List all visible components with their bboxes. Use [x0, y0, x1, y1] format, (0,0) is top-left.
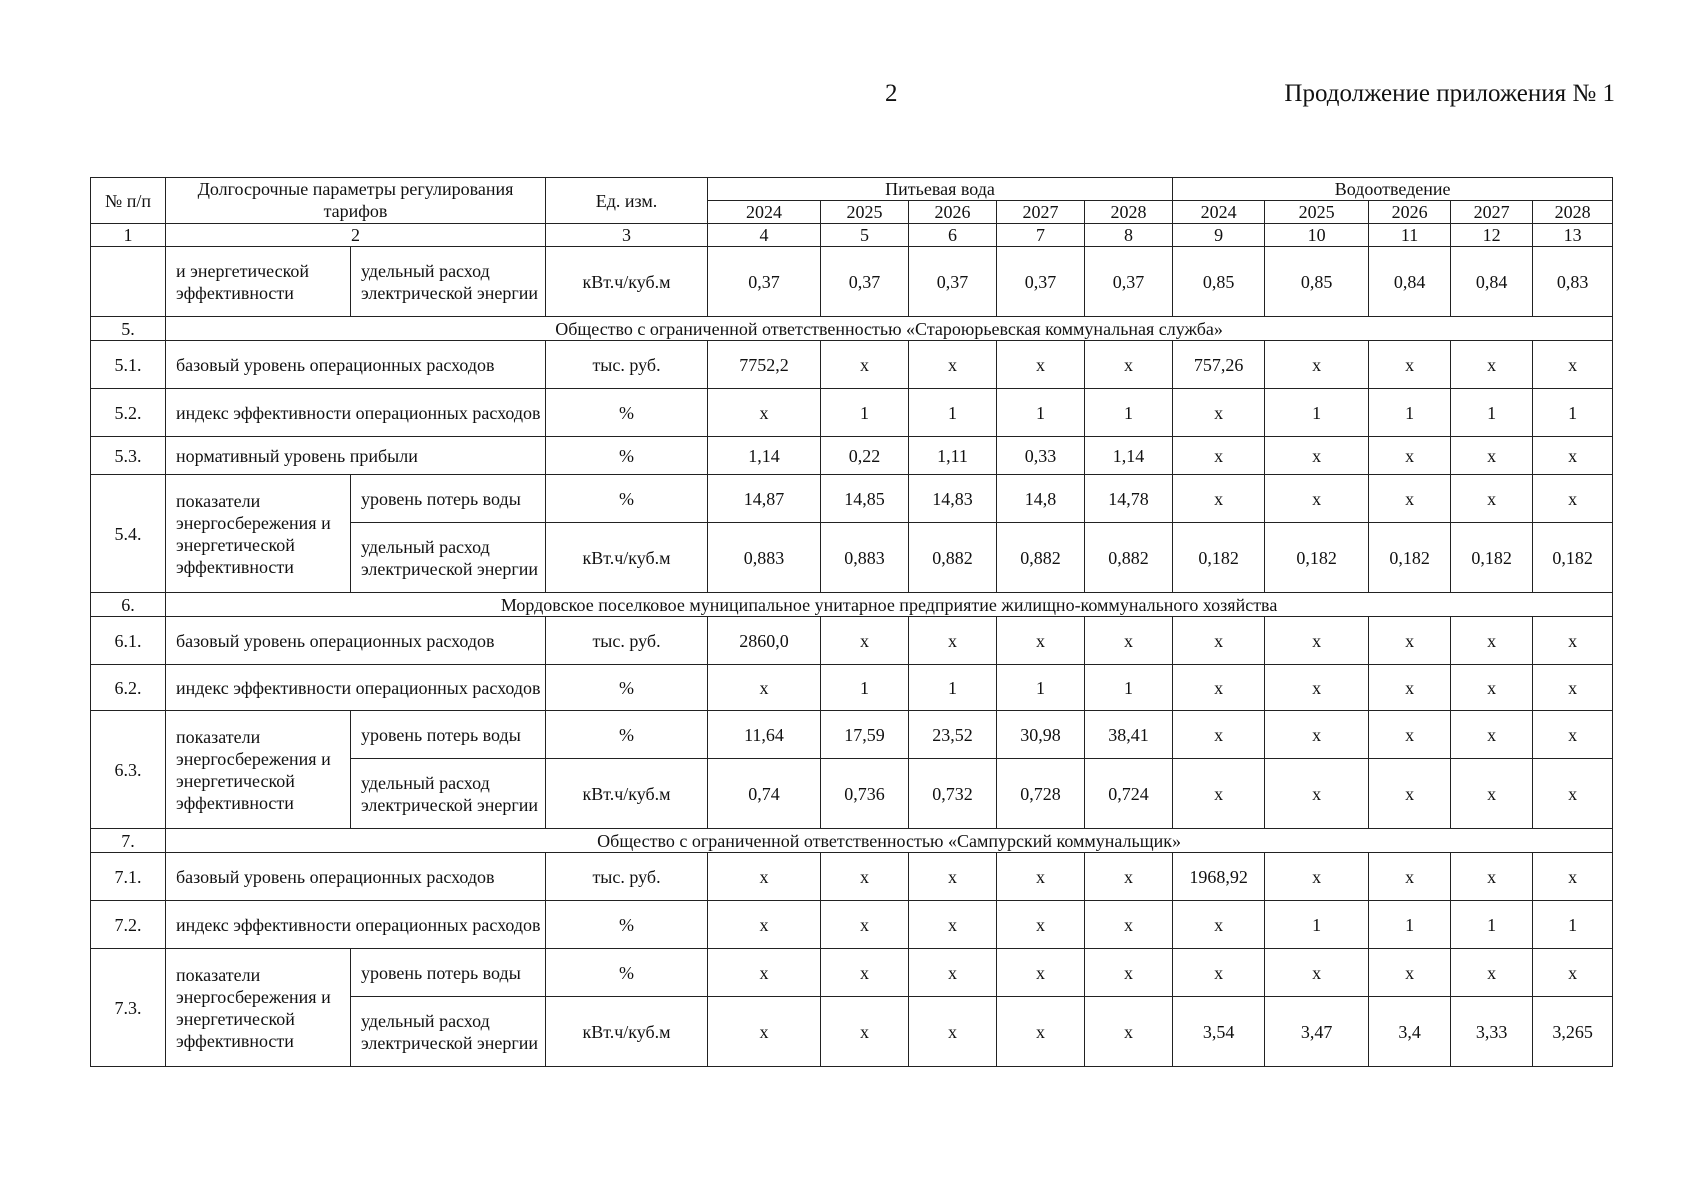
value-cell: 1: [1451, 901, 1533, 949]
value-cell: 0,37: [1085, 247, 1173, 317]
value-cell: 14,87: [708, 475, 821, 523]
col-number: 7: [997, 224, 1085, 247]
value-cell: 757,26: [1173, 341, 1265, 389]
value-cell: 1,11: [909, 437, 997, 475]
value-cell: x: [708, 949, 821, 997]
sub-param-label: уровень потерь воды: [351, 475, 546, 523]
year-cell: 2026: [1369, 201, 1451, 224]
sub-param-label: уровень потерь воды: [351, 711, 546, 759]
value-cell: x: [708, 901, 821, 949]
value-cell: 1: [1369, 389, 1451, 437]
unit-cell: кВт.ч/куб.м: [546, 523, 708, 593]
value-cell: 0,728: [997, 759, 1085, 829]
value-cell: x: [1265, 853, 1369, 901]
year-cell: 2028: [1085, 201, 1173, 224]
param-label: базовый уровень операционных расходов: [166, 341, 546, 389]
year-cell: 2027: [997, 201, 1085, 224]
value-cell: x: [1265, 437, 1369, 475]
value-cell: 1,14: [1085, 437, 1173, 475]
unit-cell: %: [546, 389, 708, 437]
table-row: [91, 247, 1613, 317]
unit-cell: %: [546, 475, 708, 523]
value-cell: 1: [1265, 389, 1369, 437]
continuation-title: Продолжение приложения № 1: [1284, 80, 1615, 107]
param-label: и энергетической эффективности: [166, 247, 351, 317]
value-cell: x: [1369, 341, 1451, 389]
value-cell: x: [1085, 617, 1173, 665]
param-label: нормативный уровень прибыли: [166, 437, 546, 475]
value-cell: x: [1173, 617, 1265, 665]
unit-cell: кВт.ч/куб.м: [546, 247, 708, 317]
value-cell: 3,4: [1369, 997, 1451, 1067]
value-cell: 0,83: [1533, 247, 1613, 317]
value-cell: 0,882: [997, 523, 1085, 593]
value-cell: 0,883: [821, 523, 909, 593]
value-cell: x: [1173, 949, 1265, 997]
value-cell: 1: [1369, 901, 1451, 949]
section-num: 6.: [91, 593, 166, 617]
unit-cell: кВт.ч/куб.м: [546, 759, 708, 829]
unit-cell: тыс. руб.: [546, 853, 708, 901]
value-cell: x: [708, 389, 821, 437]
value-cell: x: [821, 901, 909, 949]
value-cell: 0,37: [708, 247, 821, 317]
value-cell: x: [821, 949, 909, 997]
value-cell: x: [1369, 759, 1451, 829]
value-cell: 0,33: [997, 437, 1085, 475]
value-cell: x: [909, 997, 997, 1067]
value-cell: 0,37: [821, 247, 909, 317]
section-title: Общество с ограниченной ответственностью «Сампурский коммунальщик»: [166, 829, 1613, 853]
col-number: 6: [909, 224, 997, 247]
value-cell: x: [1369, 437, 1451, 475]
value-cell: x: [1173, 475, 1265, 523]
value-cell: 3,47: [1265, 997, 1369, 1067]
unit-cell: тыс. руб.: [546, 617, 708, 665]
table-row: [91, 437, 1613, 475]
value-cell: 3,33: [1451, 997, 1533, 1067]
value-cell: x: [1173, 665, 1265, 711]
value-cell: x: [1533, 475, 1613, 523]
value-cell: x: [1533, 665, 1613, 711]
year-cell: 2024: [1173, 201, 1265, 224]
value-cell: x: [821, 617, 909, 665]
page-number: 2: [885, 80, 898, 107]
value-cell: 0,37: [909, 247, 997, 317]
value-cell: x: [997, 901, 1085, 949]
value-cell: x: [909, 617, 997, 665]
value-cell: x: [1369, 665, 1451, 711]
col-number: 11: [1369, 224, 1451, 247]
row-num: 6.3.: [91, 711, 166, 829]
value-cell: 1: [997, 389, 1085, 437]
sub-param-label: удельный расход электрической энергии: [351, 247, 546, 317]
value-cell: 0,882: [909, 523, 997, 593]
value-cell: 0,182: [1265, 523, 1369, 593]
value-cell: x: [821, 997, 909, 1067]
col-number: 13: [1533, 224, 1613, 247]
unit-cell: тыс. руб.: [546, 341, 708, 389]
row-num: 5.3.: [91, 437, 166, 475]
value-cell: x: [1173, 759, 1265, 829]
value-cell: x: [1451, 341, 1533, 389]
year-cell: 2027: [1451, 201, 1533, 224]
param-label: индекс эффективности операционных расходов: [166, 665, 546, 711]
col-number: 3: [546, 224, 708, 247]
param-label: базовый уровень операционных расходов: [166, 617, 546, 665]
row-num: [91, 247, 166, 317]
value-cell: x: [1451, 949, 1533, 997]
value-cell: 14,78: [1085, 475, 1173, 523]
year-cell: 2024: [708, 201, 821, 224]
value-cell: 1: [821, 665, 909, 711]
value-cell: x: [1173, 389, 1265, 437]
value-cell: x: [1451, 437, 1533, 475]
value-cell: x: [1451, 475, 1533, 523]
value-cell: x: [1173, 437, 1265, 475]
col-number: 12: [1451, 224, 1533, 247]
value-cell: 1: [1085, 665, 1173, 711]
value-cell: 14,85: [821, 475, 909, 523]
section-num: 5.: [91, 317, 166, 341]
value-cell: x: [1369, 475, 1451, 523]
value-cell: x: [909, 901, 997, 949]
section-row: [91, 593, 1613, 617]
table-row: [91, 853, 1613, 901]
header-group-water: Питьевая вода: [708, 178, 1173, 201]
value-cell: 0,182: [1173, 523, 1265, 593]
sub-param-label: уровень потерь воды: [351, 949, 546, 997]
value-cell: x: [909, 853, 997, 901]
value-cell: x: [997, 997, 1085, 1067]
header-params: Долгосрочные параметры регулирования тарифов: [166, 178, 546, 224]
col-number: 9: [1173, 224, 1265, 247]
value-cell: 30,98: [997, 711, 1085, 759]
value-cell: x: [1265, 759, 1369, 829]
value-cell: 11,64: [708, 711, 821, 759]
table-header-row: [91, 178, 1613, 201]
value-cell: x: [1533, 949, 1613, 997]
value-cell: 1: [1533, 389, 1613, 437]
value-cell: 1968,92: [1173, 853, 1265, 901]
value-cell: x: [997, 617, 1085, 665]
sub-param-label: удельный расход электрической энергии: [351, 997, 546, 1067]
col-number: 10: [1265, 224, 1369, 247]
value-cell: 0,732: [909, 759, 997, 829]
value-cell: x: [1369, 711, 1451, 759]
value-cell: 0,85: [1265, 247, 1369, 317]
param-label: индекс эффективности операционных расходов: [166, 389, 546, 437]
section-title: Общество с ограниченной ответственностью «Староюрьевская коммунальная служба»: [166, 317, 1613, 341]
value-cell: x: [1265, 949, 1369, 997]
value-cell: 0,883: [708, 523, 821, 593]
value-cell: x: [821, 853, 909, 901]
value-cell: 3,54: [1173, 997, 1265, 1067]
unit-cell: кВт.ч/куб.м: [546, 997, 708, 1067]
value-cell: 0,85: [1173, 247, 1265, 317]
col-number: 8: [1085, 224, 1173, 247]
value-cell: 0,74: [708, 759, 821, 829]
value-cell: x: [997, 341, 1085, 389]
value-cell: x: [1085, 901, 1173, 949]
value-cell: x: [1533, 437, 1613, 475]
col-number: 1: [91, 224, 166, 247]
value-cell: 1,14: [708, 437, 821, 475]
value-cell: 0,182: [1533, 523, 1613, 593]
value-cell: 1: [1265, 901, 1369, 949]
year-cell: 2028: [1533, 201, 1613, 224]
section-row: [91, 317, 1613, 341]
sub-param-label: удельный расход электрической энергии: [351, 759, 546, 829]
year-cell: 2025: [1265, 201, 1369, 224]
header-group-sewer: Водоотведение: [1173, 178, 1613, 201]
value-cell: x: [909, 949, 997, 997]
value-cell: x: [1085, 853, 1173, 901]
row-num: 7.2.: [91, 901, 166, 949]
value-cell: 1: [997, 665, 1085, 711]
value-cell: x: [1265, 617, 1369, 665]
value-cell: x: [1533, 341, 1613, 389]
table-row: [91, 901, 1613, 949]
value-cell: x: [708, 665, 821, 711]
value-cell: x: [1451, 853, 1533, 901]
row-num: 6.1.: [91, 617, 166, 665]
value-cell: x: [1369, 617, 1451, 665]
value-cell: 0,724: [1085, 759, 1173, 829]
value-cell: 14,83: [909, 475, 997, 523]
value-cell: 0,22: [821, 437, 909, 475]
section-num: 7.: [91, 829, 166, 853]
section-row: [91, 829, 1613, 853]
value-cell: x: [708, 997, 821, 1067]
value-cell: 1: [821, 389, 909, 437]
unit-cell: %: [546, 901, 708, 949]
param-label: показатели энергосбережения и энергетической эффективности: [166, 475, 351, 593]
value-cell: x: [708, 853, 821, 901]
value-cell: x: [997, 853, 1085, 901]
value-cell: x: [1451, 759, 1533, 829]
value-cell: x: [1173, 711, 1265, 759]
table-row: [91, 389, 1613, 437]
table-row: [91, 711, 1613, 759]
year-cell: 2025: [821, 201, 909, 224]
value-cell: x: [821, 341, 909, 389]
value-cell: x: [1265, 665, 1369, 711]
value-cell: 7752,2: [708, 341, 821, 389]
value-cell: x: [1451, 665, 1533, 711]
param-label: базовый уровень операционных расходов: [166, 853, 546, 901]
value-cell: x: [1085, 341, 1173, 389]
value-cell: 3,265: [1533, 997, 1613, 1067]
row-num: 5.2.: [91, 389, 166, 437]
unit-cell: %: [546, 437, 708, 475]
value-cell: 0,882: [1085, 523, 1173, 593]
value-cell: x: [1369, 949, 1451, 997]
value-cell: 0,182: [1369, 523, 1451, 593]
table-row: [91, 617, 1613, 665]
value-cell: 38,41: [1085, 711, 1173, 759]
row-num: 7.3.: [91, 949, 166, 1067]
value-cell: 1: [1451, 389, 1533, 437]
unit-cell: %: [546, 711, 708, 759]
value-cell: x: [1369, 853, 1451, 901]
value-cell: x: [1265, 711, 1369, 759]
value-cell: 17,59: [821, 711, 909, 759]
value-cell: x: [1173, 901, 1265, 949]
row-num: 7.1.: [91, 853, 166, 901]
value-cell: 0,84: [1451, 247, 1533, 317]
value-cell: x: [1085, 997, 1173, 1067]
param-label: индекс эффективности операционных расходов: [166, 901, 546, 949]
col-number: 4: [708, 224, 821, 247]
value-cell: x: [1265, 475, 1369, 523]
value-cell: 1: [1533, 901, 1613, 949]
row-num: 5.4.: [91, 475, 166, 593]
row-num: 5.1.: [91, 341, 166, 389]
header-num: № п/п: [91, 178, 166, 224]
param-label: показатели энергосбережения и энергетической эффективности: [166, 711, 351, 829]
section-title: Мордовское поселковое муниципальное унитарное предприятие жилищно-коммунального хозяйства: [166, 593, 1613, 617]
value-cell: 1: [1085, 389, 1173, 437]
value-cell: x: [1451, 711, 1533, 759]
param-label: показатели энергосбережения и энергетической эффективности: [166, 949, 351, 1067]
value-cell: x: [1265, 341, 1369, 389]
table-row: [91, 475, 1613, 523]
unit-cell: %: [546, 949, 708, 997]
value-cell: 14,8: [997, 475, 1085, 523]
tariff-parameters-table: [90, 177, 1613, 1067]
value-cell: x: [1533, 711, 1613, 759]
table-row: [91, 665, 1613, 711]
value-cell: x: [1451, 617, 1533, 665]
value-cell: x: [1085, 949, 1173, 997]
value-cell: x: [1533, 853, 1613, 901]
value-cell: 1: [909, 389, 997, 437]
value-cell: 0,182: [1451, 523, 1533, 593]
row-num: 6.2.: [91, 665, 166, 711]
table-row: [91, 949, 1613, 997]
col-number: 2: [166, 224, 546, 247]
sub-param-label: удельный расход электрической энергии: [351, 523, 546, 593]
value-cell: x: [909, 341, 997, 389]
table-row: [91, 341, 1613, 389]
value-cell: 0,37: [997, 247, 1085, 317]
value-cell: x: [1533, 617, 1613, 665]
value-cell: 1: [909, 665, 997, 711]
value-cell: 0,84: [1369, 247, 1451, 317]
header-unit: Ед. изм.: [546, 178, 708, 224]
col-number: 5: [821, 224, 909, 247]
value-cell: 2860,0: [708, 617, 821, 665]
year-cell: 2026: [909, 201, 997, 224]
value-cell: x: [997, 949, 1085, 997]
column-numbers-row: [91, 224, 1613, 247]
unit-cell: %: [546, 665, 708, 711]
value-cell: 23,52: [909, 711, 997, 759]
value-cell: 0,736: [821, 759, 909, 829]
value-cell: x: [1533, 759, 1613, 829]
